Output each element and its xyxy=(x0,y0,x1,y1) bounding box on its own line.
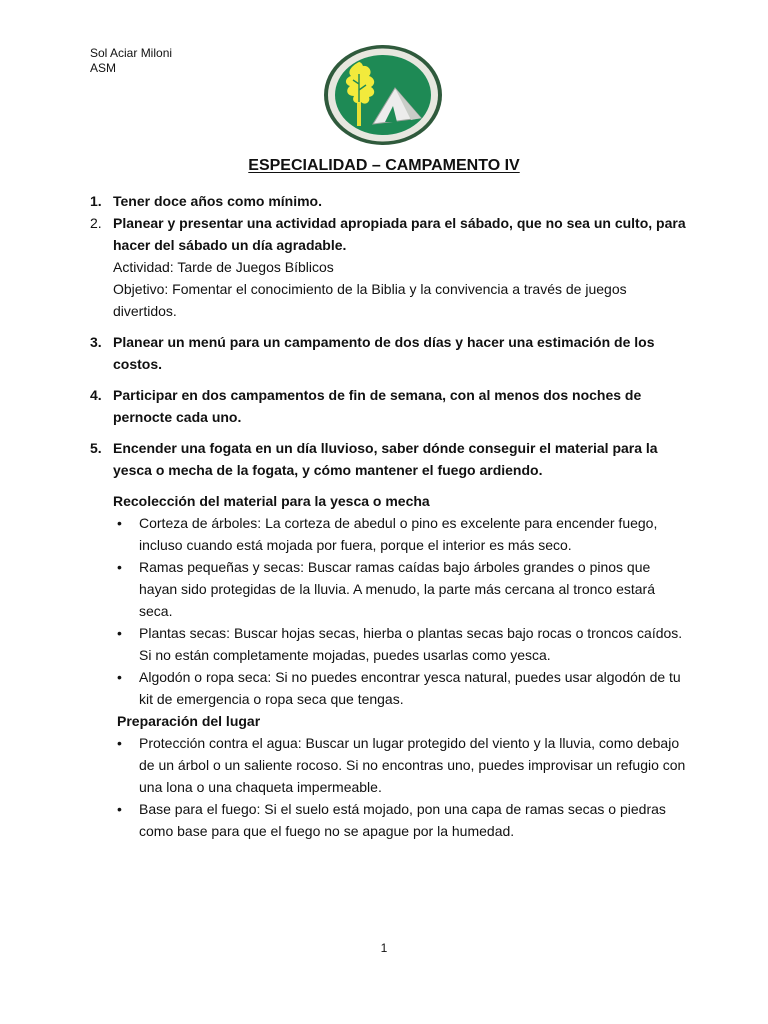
bullet-icon: • xyxy=(117,669,122,685)
requirement-number: 5. xyxy=(90,440,102,456)
bullet-icon: • xyxy=(117,559,122,575)
list-item xyxy=(90,512,690,556)
list-item-text: Base para el fuego: Si el suelo está mojado, pon una capa de ramas secas o piedras como base para que el fuego no se apague por la humedad. xyxy=(139,801,666,839)
requirement-number: 1. xyxy=(90,193,102,209)
requirement-text: Tener doce años como mínimo. xyxy=(113,193,323,209)
requirement-number: 3. xyxy=(90,334,102,350)
list-item-text: Corteza de árboles: La corteza de abedul o pino es excelente para encender fuego, incluso cuando está mojada por fuera, porque el interior es más seco. xyxy=(139,515,658,553)
list-item xyxy=(90,666,690,710)
requirement-text: Planear un menú para un campamento de dos días y hacer una estimación de los costos. xyxy=(113,334,655,372)
requirement-2 xyxy=(90,212,690,322)
list-item xyxy=(90,622,690,666)
list-item xyxy=(90,732,690,798)
author-name: Sol Aciar Miloni xyxy=(90,46,173,60)
requirement-text: Encender una fogata en un día lluvioso, saber dónde conseguir el material para la yesca o mecha de la fogata, y cómo mantener el fuego ardiendo. xyxy=(113,440,658,478)
list-item-text: Algodón o ropa seca: Si no puedes encontrar yesca natural, puedes usar algodón de tu kit de emergencia o ropa seca que tengas. xyxy=(139,669,681,707)
list-item-text: Protección contra el agua: Buscar un lugar protegido del viento y la lluvia, como debajo de un árbol o un saliente rocoso. Si no encontras uno, puedes improvisar un refugio con una lona o una chaqueta impermeable. xyxy=(139,735,686,795)
objective-line: Objetivo: Fomentar el conocimiento de la Biblia y la convivencia a través de juegos divertidos. xyxy=(113,281,627,319)
requirement-text: Participar en dos campamentos de fin de semana, con al menos dos noches de pernocte cada uno. xyxy=(113,387,642,425)
list-item-text: Ramas pequeñas y secas: Buscar ramas caídas bajo árboles grandes o pinos que hayan sido protegidas de la lluvia. A menudo, la parte más cercana al tronco estará seca. xyxy=(139,559,655,619)
requirement-4 xyxy=(90,384,690,428)
list-item xyxy=(90,798,690,842)
list-item-text: Plantas secas: Buscar hojas secas, hierba o plantas secas bajo rocas o troncos caídos. Si no están completamente mojadas, puedes usarlas como yesca. xyxy=(139,625,683,663)
bullet-icon: • xyxy=(117,625,122,641)
bullet-icon: • xyxy=(117,801,122,817)
requirement-text: Planear y presentar una actividad apropiada para el sábado, que no sea un culto, para hacer del sábado un día agradable. xyxy=(113,215,686,253)
requirement-5 xyxy=(90,437,690,481)
section-heading: Recolección del material para la yesca o mecha xyxy=(113,493,430,509)
list-item xyxy=(90,556,690,622)
requirement-number: 2. xyxy=(90,215,102,231)
author-role: ASM xyxy=(90,61,117,75)
section-heading: Preparación del lugar xyxy=(117,713,261,729)
requirements-list xyxy=(90,190,690,842)
activity-line: Actividad: Tarde de Juegos Bíblicos xyxy=(113,259,334,275)
page-title: ESPECIALIDAD – CAMPAMENTO IV xyxy=(248,157,520,174)
requirement-3 xyxy=(90,331,690,375)
author-block xyxy=(90,46,172,76)
requirement-number: 4. xyxy=(90,387,102,403)
bullet-icon: • xyxy=(117,515,122,531)
requirement-1 xyxy=(90,190,690,212)
camping-badge-icon xyxy=(323,44,443,146)
page-number: 1 xyxy=(380,941,388,955)
bullet-icon: • xyxy=(117,735,122,751)
